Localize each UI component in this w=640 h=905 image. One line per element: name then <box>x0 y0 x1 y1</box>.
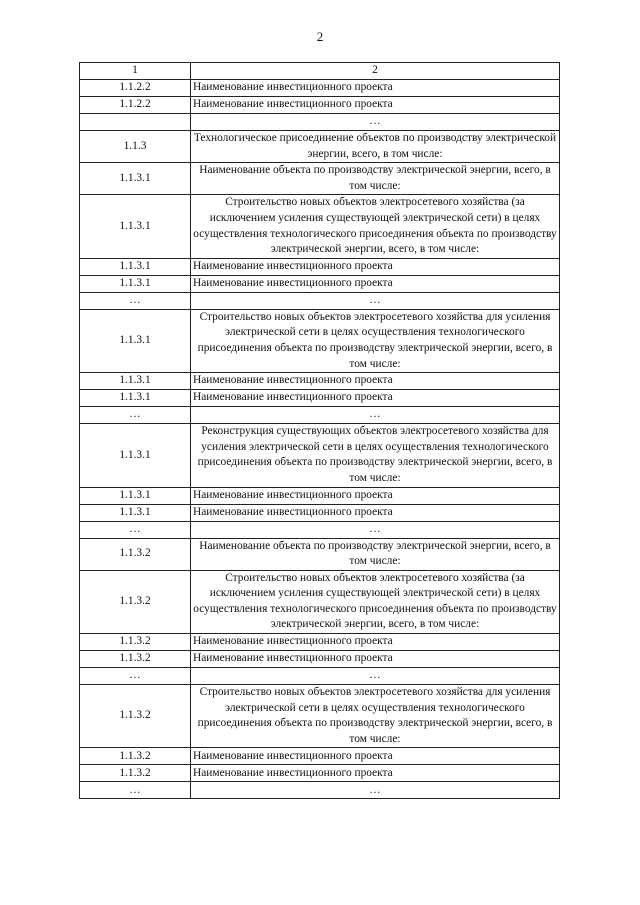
table-body <box>80 80 560 799</box>
row-code-cell: 1.1.3.1 <box>80 258 191 275</box>
row-description-cell: Наименование инвестиционного проекта <box>191 258 560 275</box>
table-row <box>80 163 560 195</box>
row-description-cell: … <box>191 407 560 424</box>
table-row <box>80 685 560 748</box>
table-row <box>80 373 560 390</box>
row-code-cell: 1.1.3 <box>80 131 191 163</box>
row-code-cell: … <box>80 292 191 309</box>
row-code-cell: 1.1.3.1 <box>80 487 191 504</box>
row-description-cell: Наименование инвестиционного проекта <box>191 504 560 521</box>
table-row <box>80 570 560 633</box>
table-row <box>80 131 560 163</box>
row-code-cell: 1.1.3.2 <box>80 685 191 748</box>
table-row <box>80 651 560 668</box>
row-code-cell: 1.1.3.2 <box>80 748 191 765</box>
table-row <box>80 407 560 424</box>
table-row <box>80 424 560 487</box>
table-row <box>80 80 560 97</box>
table-row <box>80 114 560 131</box>
row-description-cell: Наименование инвестиционного проекта <box>191 390 560 407</box>
table-row <box>80 390 560 407</box>
table-row <box>80 487 560 504</box>
table-row <box>80 309 560 372</box>
table-row <box>80 748 560 765</box>
page-number: 2 <box>316 29 324 44</box>
row-description-cell: Наименование инвестиционного проекта <box>191 97 560 114</box>
row-description-cell: Строительство новых объектов электросетевого хозяйства для усиления электрической сети в целях осуществления технологического присоединения объекта по производству электрической энергии, всего, в том числе: <box>191 309 560 372</box>
row-description-cell: Наименование инвестиционного проекта <box>191 275 560 292</box>
row-code-cell: 1.1.3.1 <box>80 373 191 390</box>
row-code-cell: … <box>80 407 191 424</box>
table-row <box>80 258 560 275</box>
row-code-cell: 1.1.3.1 <box>80 424 191 487</box>
table-row <box>80 97 560 114</box>
row-description-cell: Наименование инвестиционного проекта <box>191 651 560 668</box>
table-row <box>80 782 560 799</box>
row-code-cell: 1.1.3.1 <box>80 195 191 258</box>
row-description-cell: Наименование инвестиционного проекта <box>191 487 560 504</box>
row-code-cell: 1.1.3.2 <box>80 570 191 633</box>
table-header-row <box>80 63 560 80</box>
row-code-cell: 1.1.2.2 <box>80 97 191 114</box>
row-code-cell: … <box>80 782 191 799</box>
row-description-cell: Наименование инвестиционного проекта <box>191 80 560 97</box>
table-row <box>80 765 560 782</box>
row-description-cell: Строительство новых объектов электросетевого хозяйства (за исключением усиления существующей электрической сети) в целях осуществления технологического присоединения объекта по производству электрической энергии, всего, в том числе: <box>191 195 560 258</box>
row-description-cell: … <box>191 521 560 538</box>
table-row <box>80 634 560 651</box>
row-code-cell <box>80 114 191 131</box>
row-code-cell: … <box>80 668 191 685</box>
row-code-cell: 1.1.3.1 <box>80 390 191 407</box>
row-description-cell: Наименование инвестиционного проекта <box>191 748 560 765</box>
row-description-cell: Строительство новых объектов электросетевого хозяйства (за исключением усиления существующей электрической сети) в целях осуществления технологического присоединения объекта по производству электрической энергии, всего, в том числе: <box>191 570 560 633</box>
table-row <box>80 538 560 570</box>
table-row <box>80 504 560 521</box>
row-code-cell: 1.1.3.2 <box>80 634 191 651</box>
column-header-2: 2 <box>191 63 560 80</box>
investment-table <box>79 62 560 799</box>
row-description-cell: … <box>191 292 560 309</box>
table-row <box>80 521 560 538</box>
row-code-cell: 1.1.3.1 <box>80 163 191 195</box>
table-row <box>80 668 560 685</box>
row-code-cell: 1.1.3.2 <box>80 651 191 668</box>
row-description-cell: Наименование инвестиционного проекта <box>191 765 560 782</box>
row-description-cell: Строительство новых объектов электросетевого хозяйства для усиления электрической сети в целях осуществления технологического присоединения объекта по производству электрической энергии, всего, в том числе: <box>191 685 560 748</box>
row-code-cell: 1.1.2.2 <box>80 80 191 97</box>
column-header-1: 1 <box>80 63 191 80</box>
row-description-cell: Технологическое присоединение объектов по производству электрической энергии, всего, в том числе: <box>191 131 560 163</box>
row-description-cell: Наименование инвестиционного проекта <box>191 634 560 651</box>
row-code-cell: 1.1.3.1 <box>80 275 191 292</box>
row-description-cell: Наименование объекта по производству электрической энергии, всего, в том числе: <box>191 538 560 570</box>
row-code-cell: … <box>80 521 191 538</box>
row-code-cell: 1.1.3.2 <box>80 765 191 782</box>
table-row <box>80 292 560 309</box>
row-description-cell: Наименование объекта по производству электрической энергии, всего, в том числе: <box>191 163 560 195</box>
row-description-cell: … <box>191 668 560 685</box>
row-description-cell: … <box>191 114 560 131</box>
row-description-cell: … <box>191 782 560 799</box>
table-row <box>80 275 560 292</box>
row-code-cell: 1.1.3.1 <box>80 309 191 372</box>
row-code-cell: 1.1.3.2 <box>80 538 191 570</box>
table-row <box>80 195 560 258</box>
row-code-cell: 1.1.3.1 <box>80 504 191 521</box>
row-description-cell: Наименование инвестиционного проекта <box>191 373 560 390</box>
row-description-cell: Реконструкция существующих объектов электросетевого хозяйства для усиления электрической сети в целях осуществления технологического присоединения объекта по производству электрической энергии, всего, в том числе: <box>191 424 560 487</box>
